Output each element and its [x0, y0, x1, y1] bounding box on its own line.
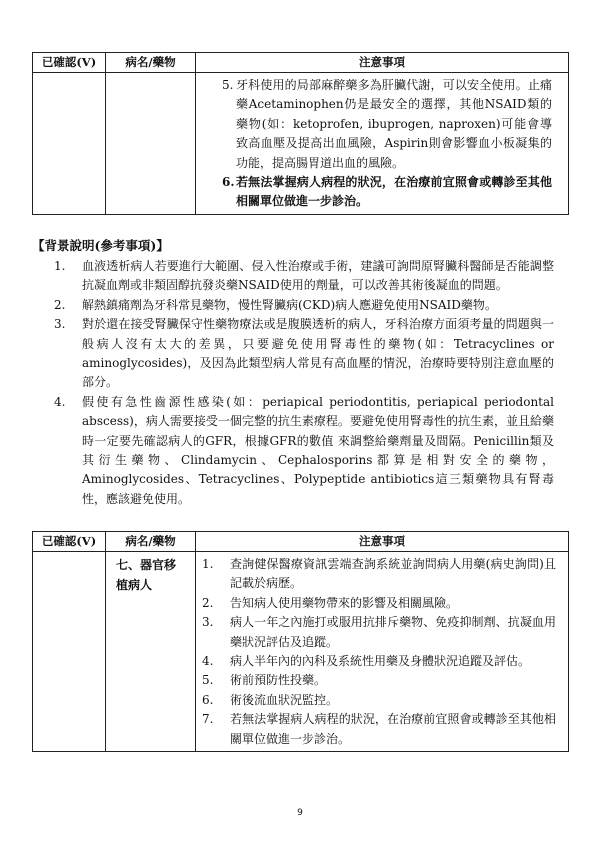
item-text: 假使有急性齒源性感染(如：periapical periodontitis, periapical periodontal abscess)，病人需要接受一個完整的抗生素療程。要避免使用腎毒性的抗生素，並且給藥時一定要先確認病人的GFR，根據GFR的數值 來調整給藥劑量及間隔。Penicillin類及其衍生藥物、Clindamycin、Cephalosporins都算是相對安全的藥物，Aminoglycosides、Tetracyclines、Polypeptide antibiotics這三類藥物具有腎毒性，應該避免使用。 [82, 394, 554, 506]
item-number: 1. [54, 259, 66, 273]
item-text: 告知病人使用藥物帶來的影響及相關風險。 [230, 595, 459, 610]
header-notes: 注意事項 [196, 532, 569, 552]
item-text: 牙科使用的局部麻醉藥多為肝臟代謝，可以安全使用。止痛藥Acetaminophen仍是最安全的選擇，其他NSAID類的藥物(如：ketoprofen, ibuprogen, naproxen)可能會導致高血壓及提高出血風險，Aspirin則會影響血小板凝集的功能，提高腸胃道出血的風險。 [236, 78, 552, 170]
confirm-cell [33, 73, 106, 215]
header-notes: 注意事項 [196, 53, 569, 73]
notes-cell [196, 552, 569, 752]
item-text: 病人半年內的內科及系統性用藥及身體狀況追蹤及評估。 [230, 654, 531, 669]
item-number: 2. [54, 297, 66, 312]
header-disease-drug: 病名/藥物 [106, 53, 196, 73]
table-row [33, 73, 569, 215]
header-disease-drug: 病名/藥物 [106, 532, 196, 552]
item-number: 3. [202, 615, 214, 630]
list-item [222, 173, 552, 212]
list-item [202, 652, 556, 671]
item-number: 4. [202, 654, 214, 669]
item-text: 病人一年之內施打或服用抗排斥藥物、免疫抑制劑、抗凝血用藥狀況評估及追蹤。 [230, 615, 556, 649]
precautions-table-bottom [32, 531, 569, 752]
item-text: 若無法掌握病人病程的狀況，在治療前宜照會或轉診至其他相關單位做進一步診治。 [230, 712, 556, 746]
table-header-row [33, 532, 569, 552]
item-text: 血液透析病人若要進行大範圍、侵入性治療或手術，建議可詢問原腎臟科醫師是否能調整抗凝血劑或非類固醇抗發炎藥NSAID使用的劑量，可以改善其術後凝血的問題。 [82, 259, 554, 293]
list-item [202, 710, 556, 749]
header-confirmed: 已確認(V) [33, 53, 106, 73]
notes-list [196, 73, 568, 214]
item-number: 2. [202, 595, 214, 610]
list-item [32, 257, 554, 296]
background-list [32, 257, 554, 509]
list-item [202, 555, 556, 594]
header-confirmed: 已確認(V) [33, 532, 106, 552]
disease-cell [106, 73, 196, 215]
steps-list [196, 552, 568, 751]
item-text: 術後流血狀況監控。 [230, 692, 339, 707]
list-item [202, 613, 556, 652]
category-organ-transplant: 七、器官移植病人 [106, 552, 196, 752]
list-item [202, 594, 556, 613]
table-row [33, 552, 569, 752]
item-number: 6. [202, 692, 214, 707]
list-item [222, 76, 552, 173]
item-number: 3. [54, 317, 66, 332]
item-number: 5. [222, 78, 234, 92]
item-text: 解熱鎮痛劑為牙科常見藥物，慢性腎臟病(CKD)病人應避免使用NSAID藥物。 [82, 297, 497, 312]
list-item [202, 691, 556, 710]
item-number: 5. [202, 673, 214, 688]
item-text: 術前預防性投藥。 [230, 673, 327, 688]
list-item [32, 315, 554, 393]
list-item [32, 296, 554, 315]
confirm-cell [33, 552, 106, 752]
item-number: 6. [222, 175, 235, 190]
item-number: 4. [54, 394, 66, 409]
list-item [202, 671, 556, 690]
background-heading: 【背景說明(參考事項)】 [32, 238, 169, 253]
table-header-row [33, 53, 569, 73]
list-item [32, 393, 554, 509]
page-number: 9 [297, 808, 303, 818]
item-text: 若無法掌握病人病程的狀況，在治療前宜照會或轉診至其他相關單位做進一步診治。 [236, 175, 552, 209]
item-text: 查詢健保醫療資訊雲端查詢系統並詢問病人用藥(病史詢問)且記載於病歷。 [230, 557, 556, 591]
item-number: 1. [202, 557, 214, 571]
precautions-table-top [32, 52, 569, 215]
notes-cell [196, 73, 569, 215]
item-number: 7. [202, 712, 214, 727]
item-text: 對於還在接受腎臟保守性藥物療法或是腹膜透析的病人，牙科治療方面須考量的問題與一般病人沒有太大的差異，只要避免使用腎毒性的藥物(如：Tetracyclines or aminoglycosides)，及因為此類型病人常見有高血壓的情況，治療時要特別注意血壓的部分。 [82, 317, 554, 390]
